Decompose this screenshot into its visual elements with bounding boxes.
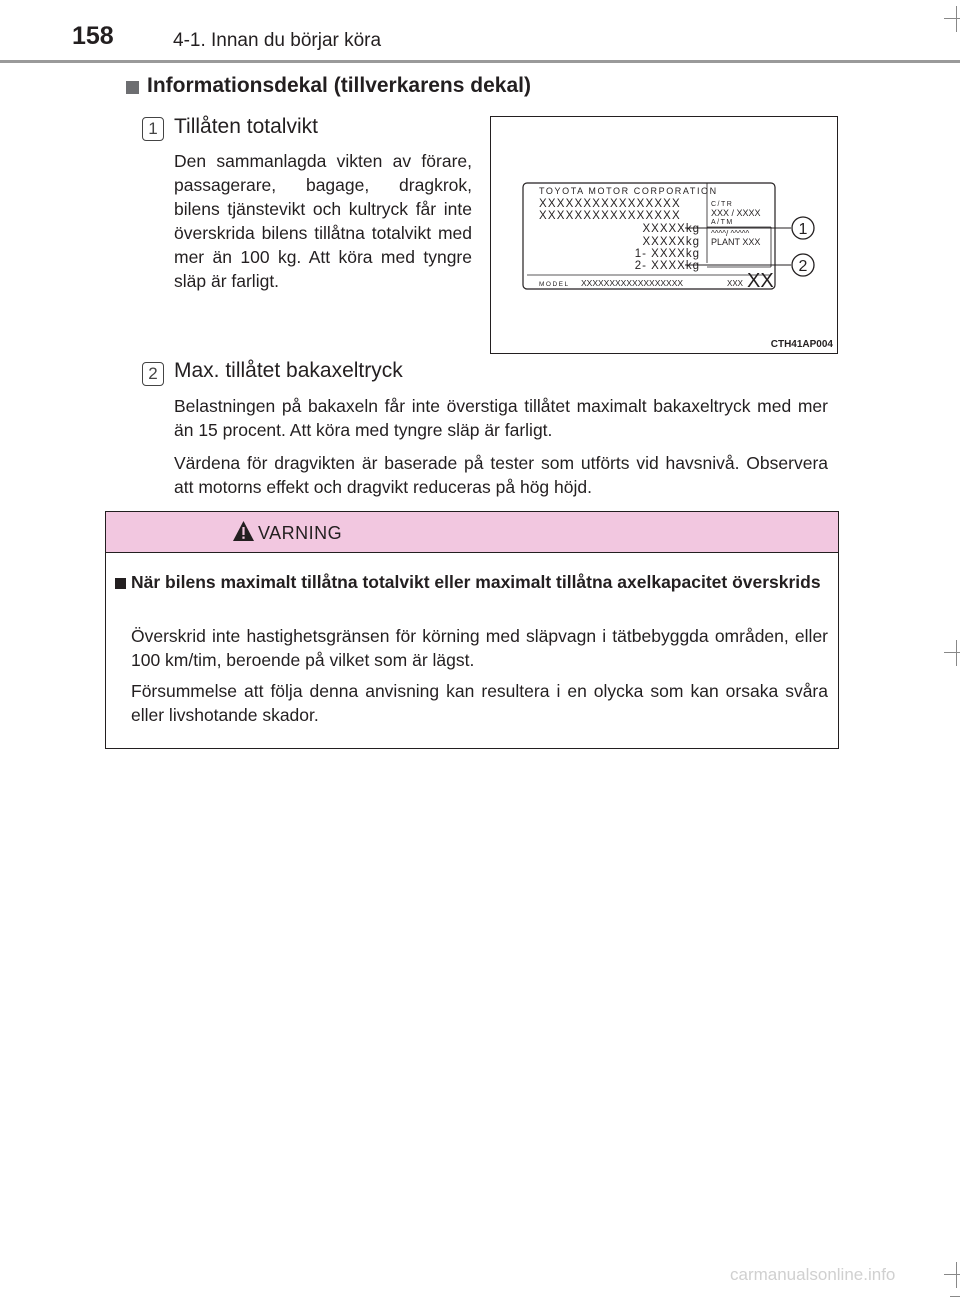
- warning-bullet-icon: [115, 578, 126, 589]
- registration-mark-icon: [944, 6, 960, 32]
- label-atm-value: ^^^^/ ^^^^^: [711, 229, 750, 238]
- header-rule: [0, 60, 960, 63]
- label-weight: XXXXXkg: [642, 236, 700, 248]
- registration-mark-icon: [944, 640, 960, 666]
- item-description: Belastningen på bakaxeln får inte överstiga tillåtet maximalt bakaxeltryck med mer än 15 procent. Att köra med tyngre släp är farligt.: [174, 396, 828, 440]
- item-number-badge: 1: [142, 117, 164, 141]
- label-axle: 1- XXXXkg: [634, 248, 700, 260]
- heading-bullet-icon: [126, 81, 139, 94]
- label-axle: 2- XXXXkg: [634, 260, 700, 272]
- label-drawing: [491, 117, 837, 353]
- warning-header: [106, 512, 838, 553]
- label-big-code: XX: [747, 270, 774, 292]
- warning-triangle-icon: [232, 520, 255, 542]
- registration-mark-icon: [944, 1262, 960, 1288]
- item-title: Max. tillåtet bakaxeltryck: [174, 359, 403, 382]
- crop-mark: [950, 1296, 960, 1297]
- section-breadcrumb: 4-1. Innan du börjar köra: [173, 30, 382, 51]
- item-description: Den sammanlagda vikten av förare, passagerare, bagage, dragkrok, bilens tjänstevikt och kultryck får inte överskrida bilens tillåtna totalvikt med mer än 100 kg. Att köra med tyngre släp är farligt.: [174, 151, 472, 291]
- warning-paragraph: Överskrid inte hastighetsgränsen för körning med släpvagn i tätbebyggda områden, eller 100 km/tim, beroende på vilket som är lägst.: [131, 626, 828, 670]
- warning-paragraph: Försummelse att följa denna anvisning kan resultera i en olycka som kan orsaka svåra eller livshotande skador.: [131, 681, 828, 725]
- item-number-badge: 2: [142, 362, 164, 386]
- label-weight: XXXXXkg: [642, 223, 700, 235]
- item-title: Tillåten totalvikt: [174, 115, 318, 138]
- label-model: MODEL: [539, 281, 570, 288]
- label-ctr-value: XXX / XXXX: [711, 208, 761, 218]
- callout-number: 1: [798, 221, 808, 238]
- label-plant: PLANT XXX: [711, 237, 761, 247]
- label-ctr: C/TR: [711, 201, 734, 208]
- page-number: 158: [72, 22, 114, 50]
- label-line: XXXXXXXXXXXXXXXX: [539, 210, 681, 222]
- warning-subheading: När bilens maximalt tillåtna totalvikt eller maximalt tillåtna axelkapacitet överskrids: [131, 572, 821, 592]
- label-small-code: XXX: [727, 279, 744, 288]
- label-model-value: XXXXXXXXXXXXXXXXXX: [581, 278, 684, 288]
- warning-box: [105, 511, 839, 749]
- label-maker: TOYOTA MOTOR CORPORATION: [539, 186, 718, 196]
- watermark: carmanualsonline.info: [730, 1265, 896, 1284]
- note-text: Värdena för dragvikten är baserade på tester som utförts vid havsnivå. Observera att motorns effekt och dragvikt reduceras på hög höjd.: [174, 453, 828, 497]
- label-line: XXXXXXXXXXXXXXXX: [539, 198, 681, 210]
- callout-number: 2: [798, 258, 808, 275]
- figure-caption: CTH41AP004: [770, 339, 833, 350]
- label-atm: A/TM: [711, 219, 734, 226]
- warning-title: VARNING: [258, 523, 343, 543]
- section-heading: Informationsdekal (tillverkarens dekal): [147, 74, 531, 97]
- label-illustration: [490, 116, 838, 354]
